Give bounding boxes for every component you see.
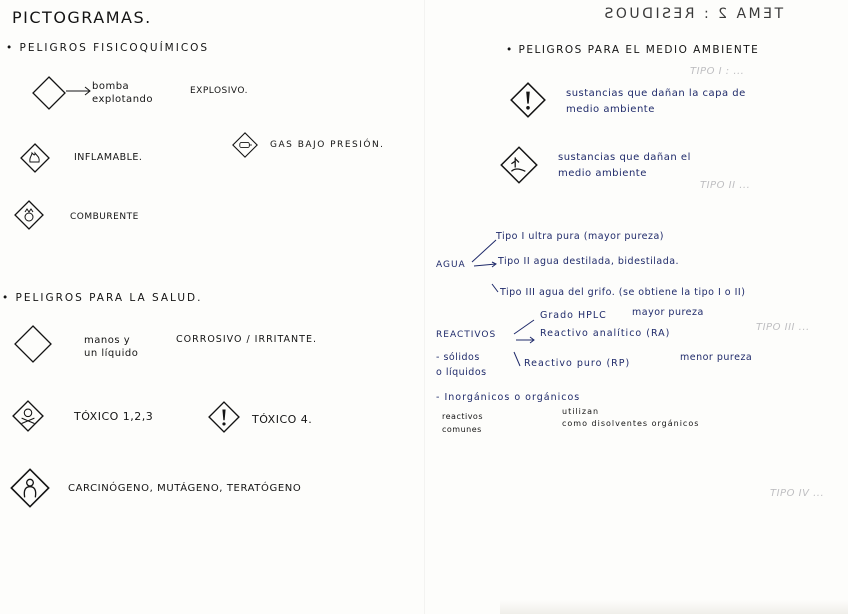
physchem-heading: • PELIGROS FISICOQUÍMICOS [6,42,210,54]
skull-icon [12,400,44,432]
exclamation-icon [208,401,240,433]
oxidizer-icon [14,200,44,230]
ghost-tipo3: TIPO III ... [756,322,810,333]
explosive-note: bomba explotando [92,81,153,105]
reactivo-states: - sólidos o líquidos [436,352,487,378]
reactivo-inorg: - Inorgánicos o orgánicos [436,392,581,403]
corrosive-note: manos y un líquido [84,335,139,359]
corrosive-label: CORROSIVO / IRRITANTE. [176,334,317,345]
flammable-label: INFLAMABLE. [74,152,143,163]
flammable-icon [20,143,50,173]
reactivo-hplc: Grado HPLC [540,310,607,321]
env-heading: • PELIGROS PARA EL MEDIO AMBIENTE [506,44,760,56]
corrosive-icon [14,325,52,363]
agua-label: AGUA [436,260,466,270]
physchem-heading-text: PELIGROS FISICOQUÍMICOS [19,42,210,54]
environment-icon [500,146,538,184]
cmr-label: CARCINÓGENO, MUTÁGENO, TERATÓGENO [68,483,302,494]
reactivo-solv-note: utilizan como disolventes orgánicos [562,407,700,428]
reactivo-ra: Reactivo analítico (RA) [540,328,671,339]
reactivo-rp: Reactivo puro (RP) [524,358,631,369]
agua-branch-arrows [470,236,500,306]
health-heading-text: PELIGROS PARA LA SALUD. [15,292,203,304]
agua-tipo1: Tipo I ultra pura (mayor pureza) [496,231,665,242]
toxic123-label: TÓXICO 1,2,3 [74,410,154,423]
env-heading-text: PELIGROS PARA EL MEDIO AMBIENTE [518,44,760,56]
reactivo-rp-note: menor pureza [680,352,753,363]
page-title: PICTOGRAMAS. [12,8,152,27]
reactivo-hplc-note: mayor pureza [632,307,704,318]
env-aquatic-note: sustancias que dañan el medio ambiente [558,152,691,179]
gas-cylinder-icon [232,132,258,158]
toxic4-label: TÓXICO 4. [252,413,313,426]
ghost-tipo4: TIPO IV ... [770,488,825,499]
reactivos-label: REACTIVOS [436,330,497,340]
agua-tipo3: Tipo III agua del grifo. (se obtiene la tipo I o II) [500,287,746,298]
agua-tipo2: Tipo II agua destilada, bidestilada. [498,256,680,267]
mirror-title: TEMA 2 : RESIDUOS [602,6,784,22]
arrow-icon [66,86,92,96]
page-edge [500,600,848,614]
oxidizer-label: COMBURENTE [70,212,139,222]
health-heading: • PELIGROS PARA LA SALUD. [2,292,203,304]
health-hazard-icon [10,468,50,508]
ghost-tipo1: TIPO I : ... [690,66,745,77]
ghost-tipo2: TIPO II ... [700,180,751,191]
reactivo-inorg-note: reactivos comunes [442,412,483,434]
exclamation-icon [510,82,546,118]
explosive-icon [32,76,66,110]
page-fold [424,0,425,614]
gas-label: GAS BAJO PRESIÓN. [270,140,385,150]
env-ozone-note: sustancias que dañan la capa de medio ambiente [566,88,746,115]
explosive-label: EXPLOSIVO. [190,86,249,96]
